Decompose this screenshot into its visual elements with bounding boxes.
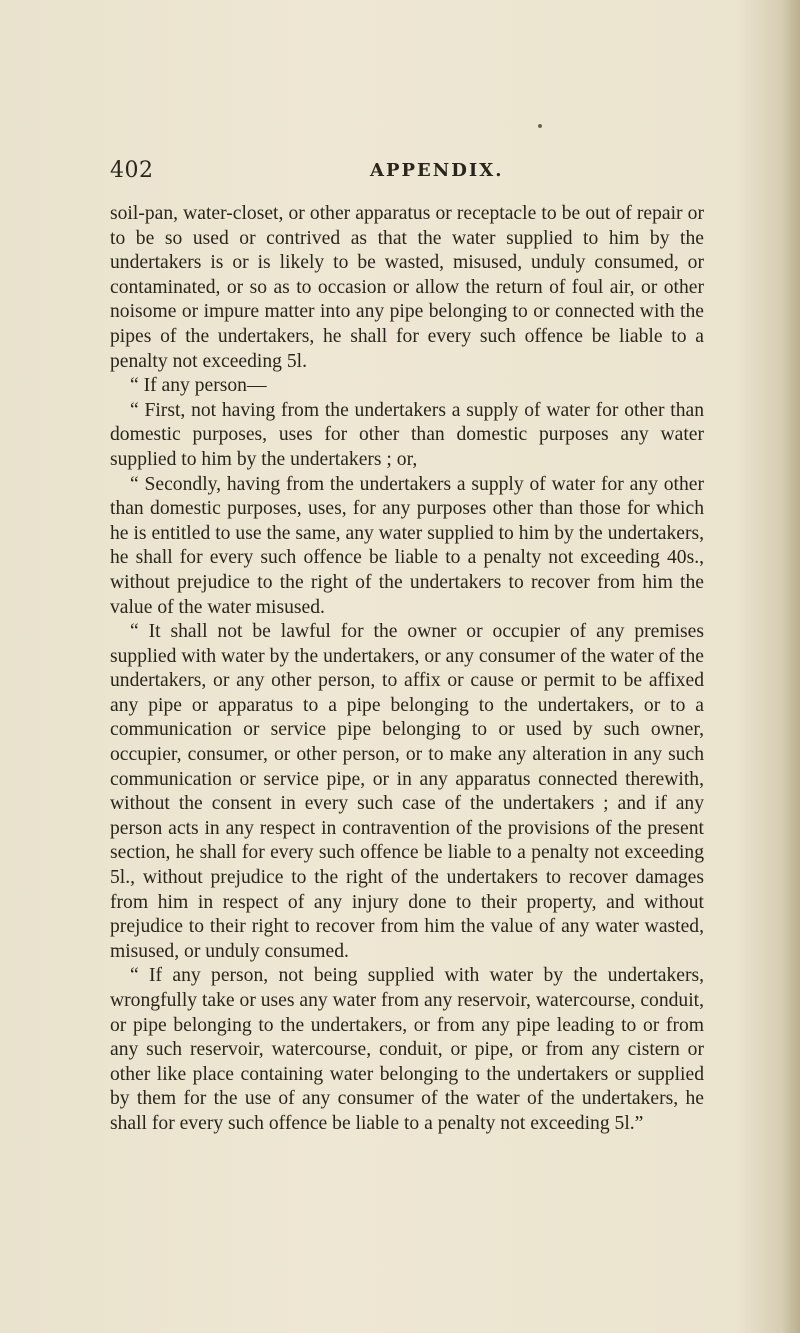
page-header [110, 158, 700, 188]
paragraph-if-any-person: “ If any person— [130, 375, 267, 397]
page-edge-shadow [782, 0, 800, 1333]
body-text [110, 202, 704, 1137]
page-number: 402 [110, 158, 154, 183]
paragraph-first: “ First, not having from the undertakers a supply of water for other than domestic purposes, uses for other than domestic purposes any water supplied to him by the undertakers ; or, [110, 399, 704, 470]
paragraph-secondly: “ Secondly, having from the undertakers a supply of water for any other than domestic purposes, uses, for any purposes other than those for which he is entitled to use the same, any water supplied to him by the undertakers, he shall for every such offence be liable to a penalty not exceeding 40s., without prejudice to the right of the undertakers to recover from him the value of the water misused. [110, 473, 704, 618]
paragraph-not-supplied: “ If any person, not being supplied with water by the undertakers, wrongfully take or uses any water from any reservoir, watercourse, conduit, or pipe belonging to the undertakers, or from any pipe leading to or from any such reservoir, watercourse, conduit, or pipe, or from any cistern or other like place containing water belonging to the undertakers or supplied by them for the use of any consumer of the water of the undertakers, he shall for every such offence be liable to a penalty not exceeding 5l.” [110, 965, 704, 1134]
paragraph-not-lawful: “ It shall not be lawful for the owner or occupier of any premises supplied with water by the undertakers, or any consumer of the water of the undertakers, or any other person, to affix or cause or permit to be affixed any pipe or apparatus to a pipe belonging to the undertakers, or to a communication or service pipe belonging to or used by such owner, occupier, consumer, or other person, or to make any alteration in any such communication or service pipe, or in any apparatus connected therewith, without the consent in every such case of the undertakers ; and if any person acts in any respect in contravention of the provisions of the present section, he shall for every such offence be liable to a penalty not exceeding 5l., without prejudice to the right of the undertakers to recover damages from him in respect of any injury done to their property, and without prejudice to their right to recover from him the value of any water wasted, misused, or unduly consumed. [110, 621, 704, 962]
ink-speck [538, 124, 542, 128]
paragraph-continuation: soil-pan, water-closet, or other apparatus or receptacle to be out of repair or to be so used or contrived as that the water supplied to him by the undertakers is or is likely to be wasted, misused, unduly consumed, or contaminated, or so as to occasion or allow the return of foul air, or other noisome or impure matter into any pipe belonging to or connected with the pipes of the undertakers, he shall for every such offence be liable to a penalty not exceeding 5l. [110, 203, 704, 372]
running-head: APPENDIX. [370, 160, 504, 181]
